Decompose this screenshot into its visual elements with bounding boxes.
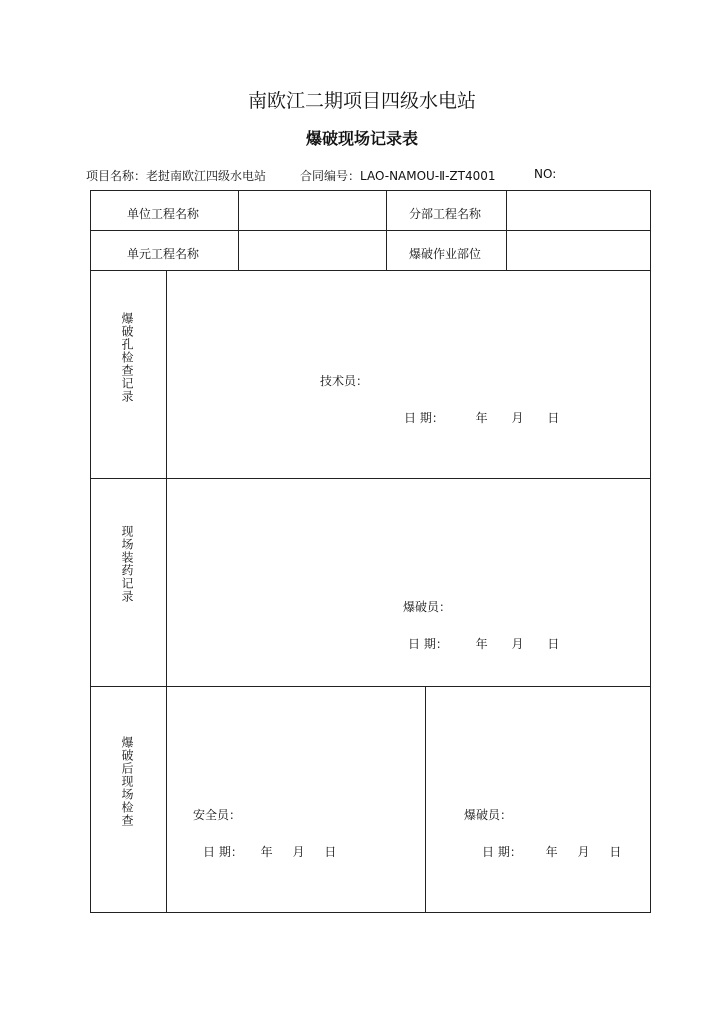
year-label: 年	[260, 845, 273, 859]
month-label: 月	[292, 845, 305, 859]
charging-section-label: 现场装药记录	[120, 525, 134, 603]
row-divider	[91, 686, 650, 687]
day-label: 日	[547, 411, 560, 425]
technician-label: 技术员：	[320, 374, 369, 388]
form-subtitle: 爆破现场记录表	[305, 129, 418, 148]
col-divider	[506, 191, 507, 270]
year-label: 年	[475, 637, 488, 651]
year-label: 年	[545, 845, 558, 859]
post-blast-blaster-date	[482, 843, 621, 860]
col-divider	[386, 191, 387, 270]
element-project-label: 单元工程名称	[127, 247, 200, 261]
blaster-label: 爆破员：	[403, 600, 452, 614]
contract-number: 合同编号：LAO-NAMOU-Ⅱ-ZT4001	[300, 169, 496, 183]
day-label: 日	[547, 637, 560, 651]
unit-project-value[interactable]	[243, 205, 381, 225]
project-name: 项目名称：老挝南欧江四级水电站	[86, 169, 267, 183]
col-divider	[238, 191, 239, 270]
safety-officer-date	[203, 843, 336, 860]
date-label: 日 期：	[404, 411, 444, 425]
date-label: 日 期：	[482, 845, 522, 859]
day-label: 日	[324, 845, 337, 859]
day-label: 日	[609, 845, 622, 859]
col-divider	[425, 686, 426, 912]
row-divider	[91, 230, 650, 231]
blast-location-label: 爆破作业部位	[409, 247, 482, 261]
page-title: 南欧江二期项目四级水电站	[247, 90, 476, 112]
month-label: 月	[511, 637, 524, 651]
sub-project-value[interactable]	[511, 205, 645, 225]
element-project-value[interactable]	[243, 245, 381, 265]
safety-officer-label: 安全员：	[193, 808, 242, 822]
no-label: NO:	[534, 167, 557, 181]
post-blast-section-label: 爆破后现场检查	[120, 736, 134, 827]
hole-check-date	[404, 409, 559, 426]
year-label: 年	[475, 411, 488, 425]
date-label: 日 期：	[203, 845, 243, 859]
month-label: 月	[577, 845, 590, 859]
charging-date	[408, 635, 559, 652]
row-divider	[91, 270, 650, 271]
post-blast-blaster-label: 爆破员：	[464, 808, 513, 822]
record-table	[90, 190, 651, 913]
sub-project-label: 分部工程名称	[409, 207, 482, 221]
hole-check-section-label: 爆破孔检查记录	[120, 312, 134, 403]
section-label-divider	[166, 270, 167, 912]
month-label: 月	[511, 411, 524, 425]
date-label: 日 期：	[408, 637, 448, 651]
blast-location-value[interactable]	[511, 245, 645, 265]
row-divider	[91, 478, 650, 479]
unit-project-label: 单位工程名称	[127, 207, 200, 221]
